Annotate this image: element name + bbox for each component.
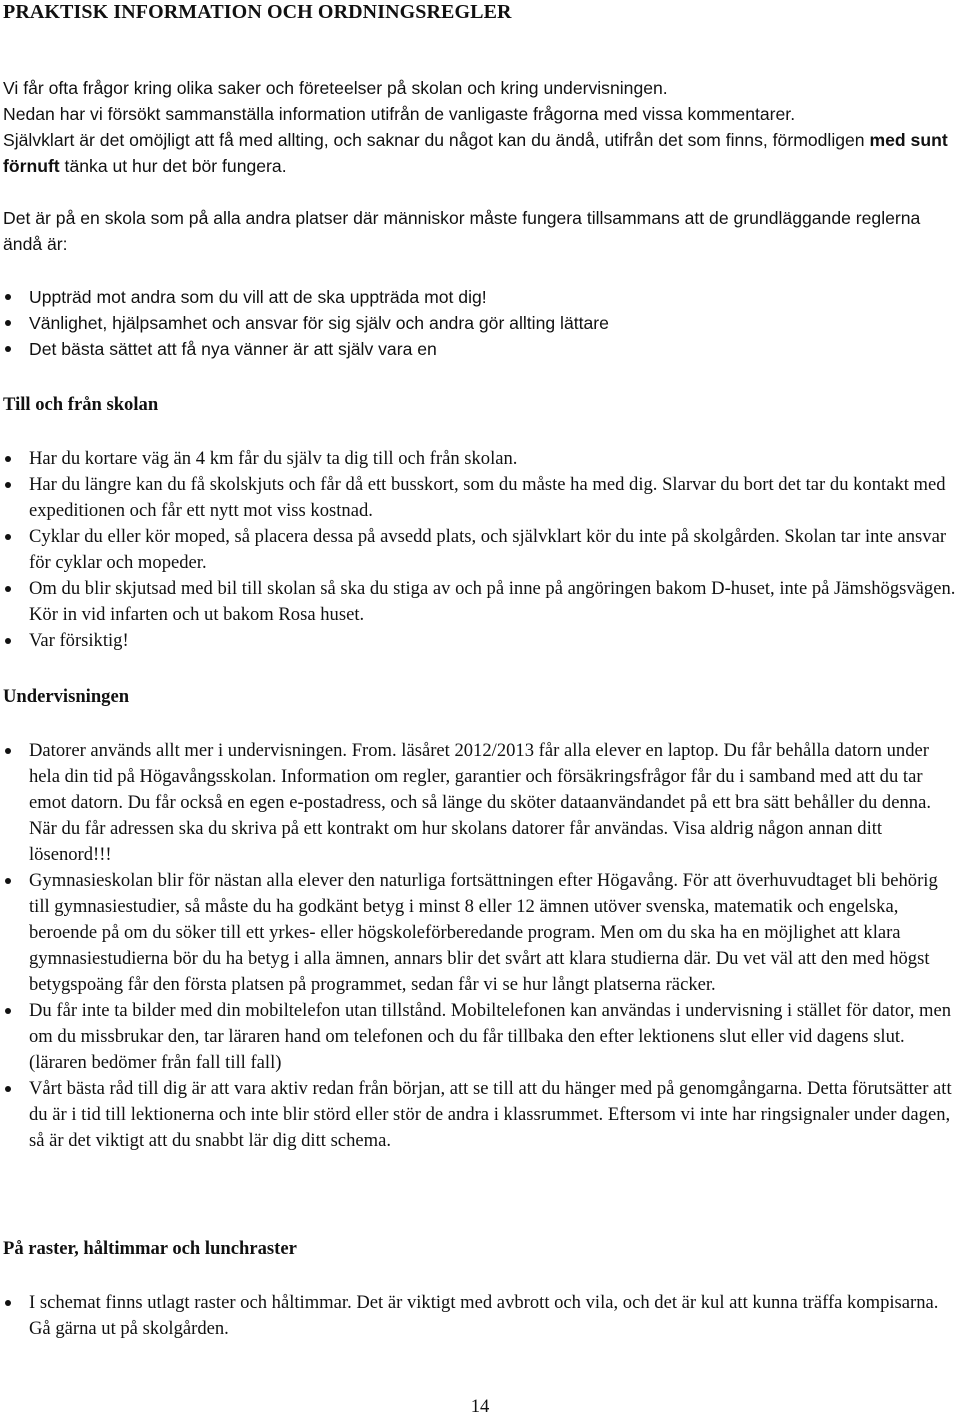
intro-line-3-end: tänka ut hur det bör fungera.: [59, 156, 287, 176]
page-title: PRAKTISK INFORMATION OCH ORDNINGSREGLER: [3, 1, 512, 23]
list-item: Du får inte ta bilder med din mobiltelefon utan tillstånd. Mobiltelefonen kan användas i undervisning i stället för dator, men om du missbrukar den, tar läraren hand om telefonen och du får tillbaka den efter lektionens slut eller vid dagens slut. (läraren bedömer från fall till fall): [3, 998, 957, 1076]
list-item: Cyklar du eller kör moped, så placera dessa på avsedd plats, och självklart kör du inte på skolgården. Skolan tar inte ansvar för cyklar och mopeder.: [3, 524, 957, 576]
list-item: I schemat finns utlagt raster och håltimmar. Det är viktigt med avbrott och vila, och det är kul att kunna träffa kompisarna. Gå gärna ut på skolgården.: [3, 1290, 957, 1342]
list-item: Har du längre kan du få skolskjuts och får då ett busskort, som du måste ha med dig. Slarvar du bort det tar du kontakt med expeditionen och får ett nytt mot viss kostnad.: [3, 472, 957, 524]
intro-line-3: [3, 127, 957, 179]
travel-list: [3, 446, 957, 654]
list-item: Vänlighet, hjälpsamhet och ansvar för sig själv och andra gör allting lättare: [3, 310, 957, 336]
page-number: 14: [470, 1396, 490, 1417]
teaching-list: [3, 738, 957, 1154]
breaks-list: [3, 1290, 957, 1342]
list-item: Om du blir skjutsad med bil till skolan så ska du stiga av och på inne på angöringen bakom D-huset, inte på Jämshögsvägen. Kör in vid infarten och ut bakom Rosa huset.: [3, 576, 957, 628]
intro-line-3-start: Självklart är det omöjligt att få med allting, och saknar du något kan du ändå, utifrån det som finns, förmodligen: [3, 130, 870, 150]
list-item: Uppträd mot andra som du vill att de ska uppträda mot dig!: [3, 284, 957, 310]
list-item: Gymnasieskolan blir för nästan alla elever den naturliga fortsättningen efter Högavång. För att överhuvudtaget bli behörig till gymnasiestudier, så måste du ha godkänt betyg i minst 8 eller 12 ämnen utöver svenska, matematik och engelska, beroende på om du söker till ett yrkes- eller högskoleförberedande program. Men om du ska ha en möjlighet att klara gymnasiestudierna bör du ha betyg i alla ämnen, annars blir det svårt att klara studierna där. Du vet väl att den med högst betygspoäng får den första platsen på programmet, sedan får vi se hur långt platserna räcker.: [3, 868, 957, 998]
intro-line-1: Vi får ofta frågor kring olika saker och företeelser på skolan och kring undervisningen.: [3, 78, 668, 98]
list-item: Har du kortare väg än 4 km får du själv ta dig till och från skolan.: [3, 446, 957, 472]
list-item: Datorer används allt mer i undervisningen. From. läsåret 2012/2013 får alla elever en laptop. Du får behålla datorn under hela din tid på Högavångsskolan. Information om regler, garantier och försäkringsfrågor får du i samband med att du tar emot datorn. Du får också en egen e-postadress, och så länge du sköter dataanvändandet på ett bra sätt behåller du denna. När du får adressen ska du skriva på ett kontrakt om hur skolans datorer får användas. Visa aldrig någon annan ditt lösenord!!!: [3, 738, 957, 868]
intro-paragraph: [3, 75, 957, 179]
list-item: Var försiktig!: [3, 628, 957, 654]
basics-rule-list: [3, 284, 957, 362]
section-heading-breaks: På raster, håltimmar och lunchraster: [3, 1238, 297, 1259]
list-item: Det bästa sättet att få nya vänner är att själv vara en: [3, 336, 957, 362]
basics-paragraph: Det är på en skola som på alla andra platser där människor måste fungera tillsammans att de grundläggande reglerna ändå är:: [3, 208, 921, 254]
intro-line-2: Nedan har vi försökt sammanställa information utifrån de vanligaste frågorna med vissa kommentarer.: [3, 104, 796, 124]
section-heading-travel: Till och från skolan: [3, 394, 159, 415]
intro-bold-phrase: med sunt förnuft: [3, 130, 948, 176]
list-item: Vårt bästa råd till dig är att vara aktiv redan från början, att se till att du hänger med på genomgångarna. Detta förutsätter att du är i tid till lektionerna och inte blir störd eller stör de andra i klassrummet. Eftersom vi inte har ringsignaler under dagen, så är det viktigt att du snabbt lär dig ditt schema.: [3, 1076, 957, 1154]
section-heading-teaching: Undervisningen: [3, 686, 130, 707]
